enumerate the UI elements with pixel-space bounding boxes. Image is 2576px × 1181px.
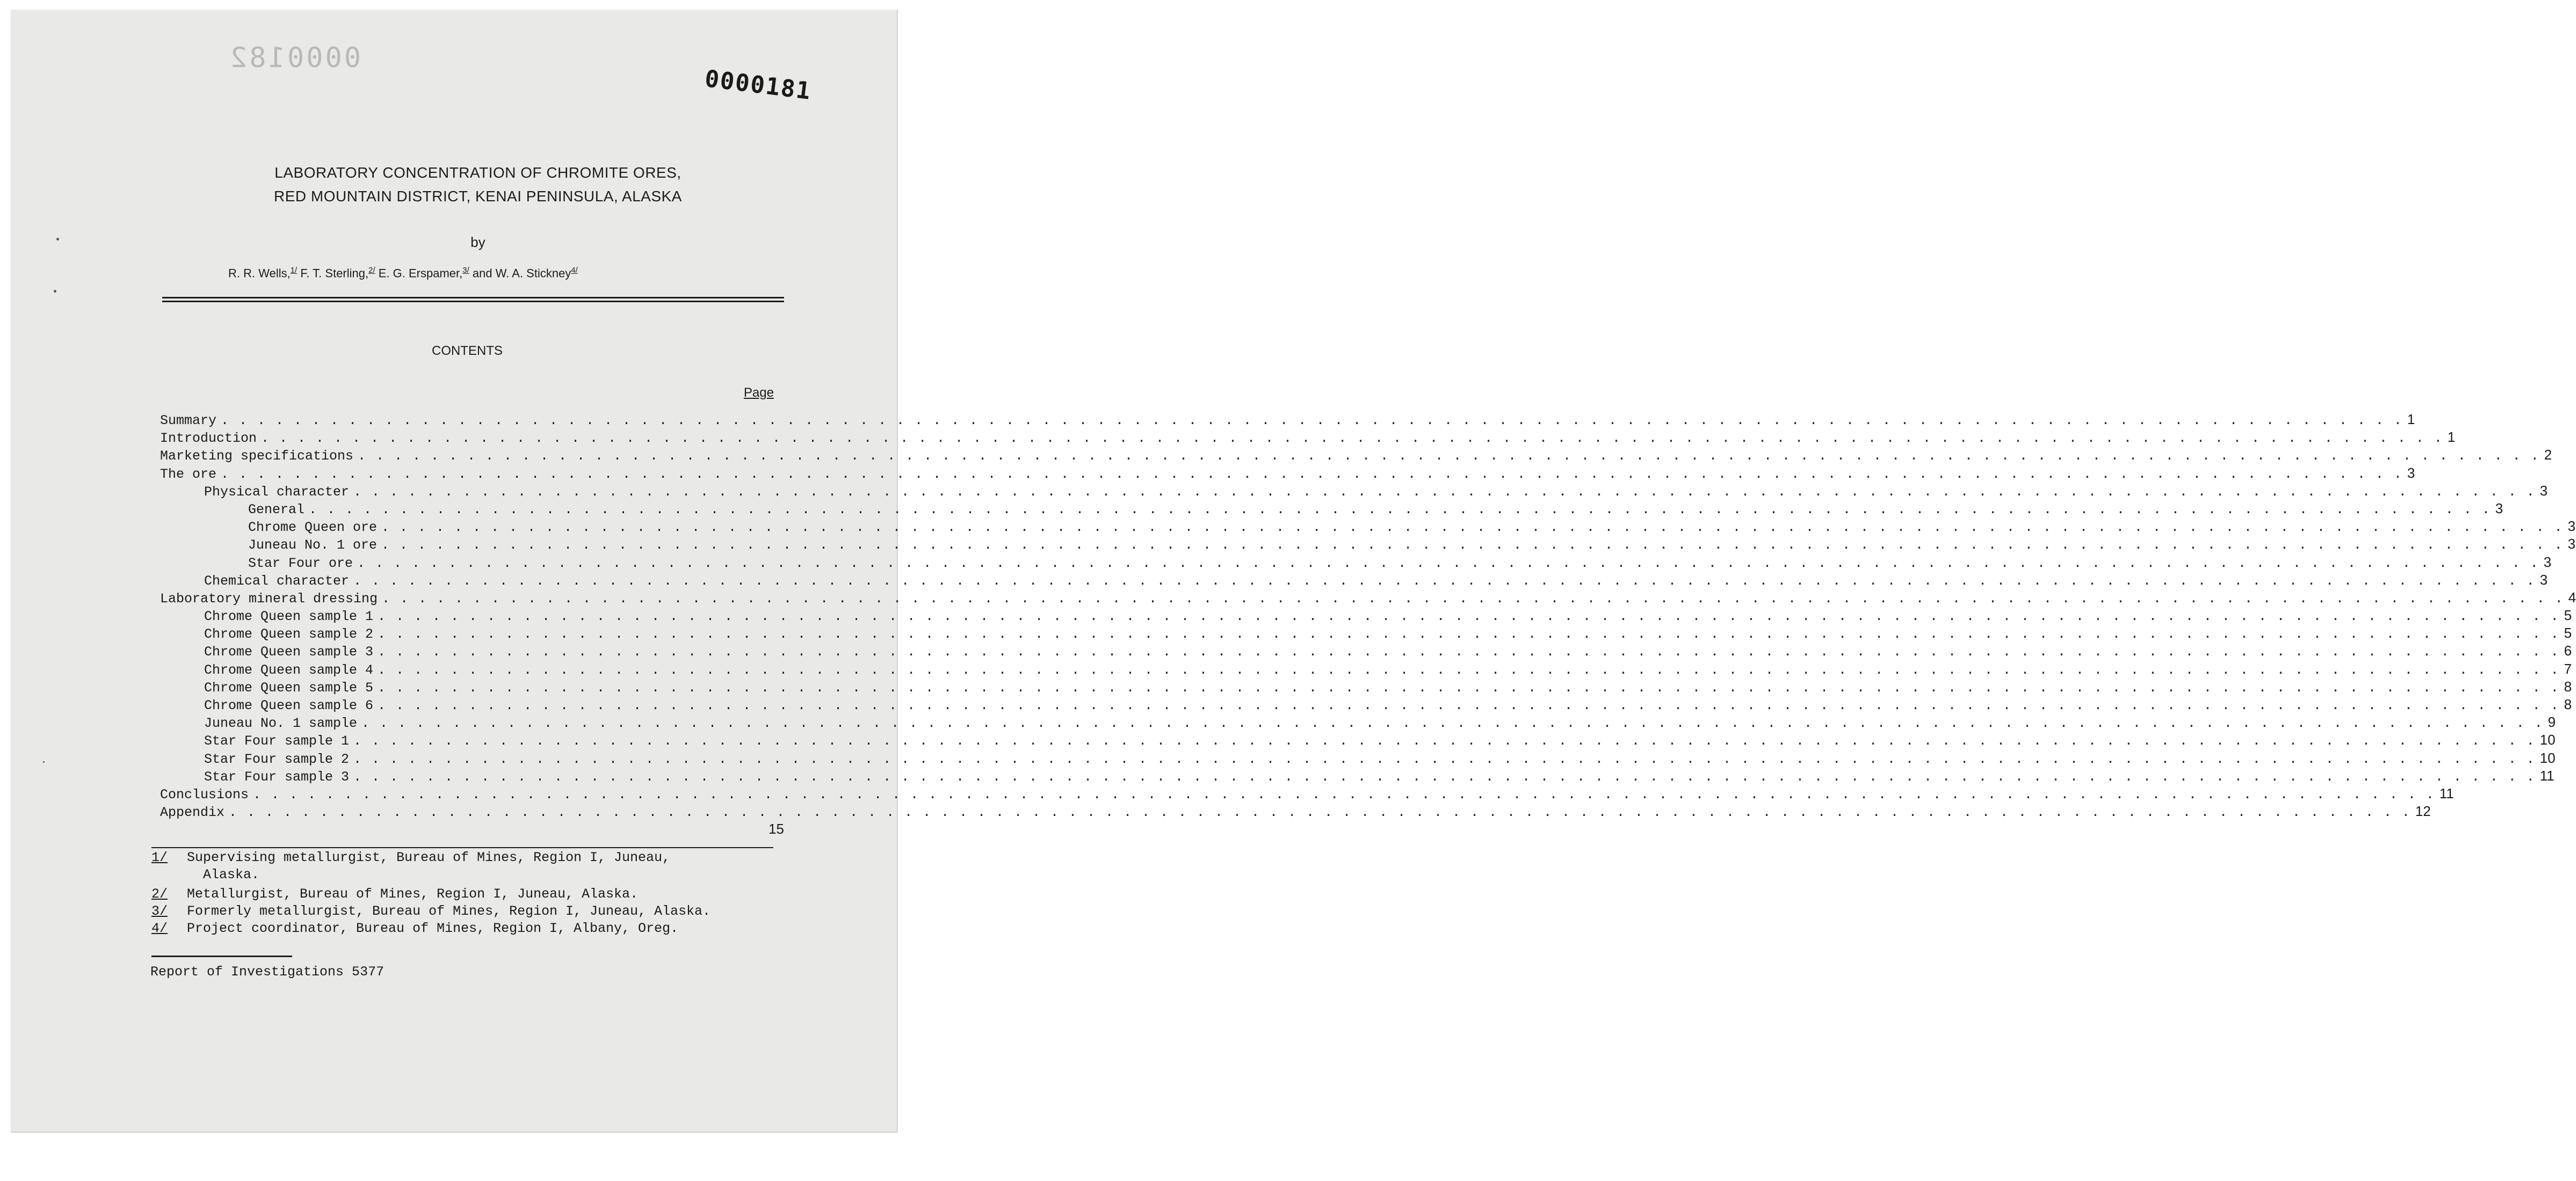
toc-entry-label: Chrome Queen ore: [248, 520, 378, 536]
author-2-note: 2/: [368, 266, 375, 275]
toc-entry-page: 9: [2548, 714, 2556, 731]
toc-leader-dots: . . . . . . . . . . . . . . . . . . . . . . . . . . . . . . . . . . . . . . . . . . . . . . . . . . . . . . . . . . . . . . . . . . . . . . . . . . . . . . . . . . . . . . . . . . . . . . . . . . . . . . . . . . . . . . . . . . . . . . . .: [353, 484, 2536, 500]
toc-leader-dots: . . . . . . . . . . . . . . . . . . . . . . . . . . . . . . . . . . . . . . . . . . . . . . . . . . . . . . . . . . . . . . . . . . . . . . . . . . . . . . . . . . . . . . . . . . . . . . . . . . . . . . . . . . . . . . . . . . . . . . . .: [309, 501, 2491, 517]
footnote-4-mark: 4/: [151, 921, 168, 936]
toc-leader-dots: . . . . . . . . . . . . . . . . . . . . . . . . . . . . . . . . . . . . . . . . . . . . . . . . . . . . . . . . . . . . . . . . . . . . . . . . . . . . . . . . . . . . . . . . . . . . . . . . . . . . . . . . . . . . . . . . . . . . . . . .: [378, 698, 2560, 713]
toc-entry-label: Summary: [160, 413, 217, 428]
document-page: [11, 10, 2576, 1133]
toc-entry: [160, 500, 2504, 518]
toc-entry-label: Introduction: [160, 431, 257, 447]
toc-entry-page: 3: [2539, 482, 2548, 499]
title-line-2: RED MOUNTAIN DISTRICT, KENAI PENINSULA, ALASKA: [274, 188, 682, 205]
toc-entry-page: 2: [2544, 447, 2552, 463]
table-of-contents: [160, 411, 2576, 839]
toc-entry-page: 1: [2447, 429, 2456, 446]
toc-entry-label: Chrome Queen sample 5: [204, 680, 374, 696]
toc-leader-dots: . . . . . . . . . . . . . . . . . . . . . . . . . . . . . . . . . . . . . . . . . . . . . . . . . . . . . . . . . . . . . . . . . . . . . . . . . . . . . . . . . . . . . . . . . . . . . . . . . . . . . . . . . . . . . . . . . . . . . . . .: [221, 413, 2403, 428]
toc-leader-dots: . . . . . . . . . . . . . . . . . . . . . . . . . . . . . . . . . . . . . . . . . . . . . . . . . . . . . . . . . . . . . . . . . . . . . . . . . . . . . . . . . . . . . . . . . . . . . . . . . . . . . . . . . . . . . . . . . . . . . . . .: [381, 520, 2564, 536]
toc-entry: [160, 464, 2415, 483]
toc-entry-label: Marketing specifications: [160, 448, 354, 464]
toc-entry: [160, 643, 2572, 660]
toc-entry-label: Chemical character: [204, 573, 350, 589]
footnote-1-text-cont: Alaska.: [203, 867, 260, 883]
toc-entry: [160, 518, 2576, 536]
toc-entry-label: Juneau No. 1 ore: [248, 537, 378, 553]
footnotes: [151, 843, 796, 937]
author-1: R. R. Wells,: [228, 266, 291, 280]
toc-entry-label: Appendix: [160, 805, 225, 821]
title-line-1: LABORATORY CONCENTRATION OF CHROMITE ORES,: [274, 164, 681, 181]
toc-entry-label: Chrome Queen sample 6: [204, 698, 374, 713]
footnote-2-mark: 2/: [151, 886, 168, 902]
toc-entry: [160, 625, 2572, 643]
footnote-1-mark: 1/: [151, 850, 168, 865]
toc-entry: [160, 696, 2572, 714]
author-3: E. G. Erspamer,: [378, 266, 463, 280]
toc-entry-page: 12: [2415, 803, 2431, 820]
toc-entry: [160, 447, 2552, 464]
toc-leader-dots: . . . . . . . . . . . . . . . . . . . . . . . . . . . . . . . . . . . . . . . . . . . . . . . . . . . . . . . . . . . . . . . . . . . . . . . . . . . . . . . . . . . . . . . . . . . . . . . . . . . . . . . . . . . . . . . . . . . . . . . .: [353, 751, 2536, 767]
toc-entry-page: 7: [2564, 660, 2572, 677]
toc-entry: [160, 749, 2556, 768]
toc-entry: [160, 429, 2456, 447]
toc-leader-dots: . . . . . . . . . . . . . . . . . . . . . . . . . . . . . . . . . . . . . . . . . . . . . . . . . . . . . . . . . . . . . . . . . . . . . . . . . . . . . . . . . . . . . . . . . . . . . . . . . . . . . . . . . . . . . . . . . . . . . . . .: [353, 733, 2536, 749]
footnote-4: [151, 920, 796, 937]
toc-entry: [160, 732, 2556, 749]
footnote-1: [151, 849, 796, 884]
report-divider: [151, 956, 292, 957]
toc-entry-page: 11: [2539, 767, 2555, 784]
toc-entry: [160, 536, 2576, 553]
scan-speck: [54, 290, 56, 293]
toc-entry-page: 15: [768, 821, 784, 837]
toc-leader-dots: . . . . . . . . . . . . . . . . . . . . . . . . . . . . . . . . . . . . . . . . . . . . . . . . . . . . . . . . . . . . . . . . . . . . . . . . . . . . . . . . . . . . . . . . . . . . . . . . . . . . . . . . . . . . . . . . . . . . . . . .: [378, 609, 2560, 625]
toc-entry: [160, 785, 2454, 803]
toc-entry-label: Chrome Queen sample 2: [204, 626, 374, 643]
author-3-note: 3/: [462, 266, 469, 275]
by-line: by: [470, 234, 485, 250]
footnote-2: [151, 886, 796, 903]
toc-entry-page: 1: [2407, 411, 2415, 427]
toc-entry-page: 5: [2564, 607, 2572, 624]
toc-entry-label: Chrome Queen sample 1: [204, 609, 374, 625]
toc-leader-dots: . . . . . . . . . . . . . . . . . . . . . . . . . . . . . . . . . . . . . . . . . . . . . . . . . . . . . . . . . . . . . . . . . . . . . . . . . . . . . . . . . . . . . . . . . . . . . . . . . . . . . . . . . . . . . . . . . . . . . . . .: [261, 431, 2443, 447]
toc-entry-page: 3: [2407, 464, 2415, 481]
toc-entry: [160, 553, 2552, 572]
author-2: F. T. Sterling,: [300, 266, 369, 280]
toc-leader-dots: . . . . . . . . . . . . . . . . . . . . . . . . . . . . . . . . . . . . . . . . . . . . . . . . . . . . . . . . . . . . . . . . . . . . . . . . . . . . . . . . . . . . . . . . . . . . . . . . . . . . . . . . . . . . . . . . . . . . . . . .: [229, 805, 2411, 821]
toc-leader-dots: . . . . . . . . . . . . . . . . . . . . . . . . . . . . . . . . . . . . . . . . . . . . . . . . . . . . . . . . . . . . . . . . . . . . . . . . . . . . . . . . . . . . . . . . . . . . . . . . . . . . . . . . . . . . . . . . . . . . . . . .: [357, 555, 2539, 571]
page-column-header: Page: [744, 385, 774, 400]
bleed-through-number: 0000182: [228, 42, 361, 74]
toc-entry-label: Chrome Queen sample 4: [204, 662, 374, 678]
toc-entry-page: 5: [2564, 625, 2572, 641]
toc-leader-dots: . . . . . . . . . . . . . . . . . . . . . . . . . . . . . . . . . . . . . . . . . . . . . . . . . . . . . . . . . . . . . . . . . . . . . . . . . . . . . . . . . . . . . . . . . . . . . . . . . . . . . . . . . . . . . . . . . . . . . . . .: [381, 537, 2564, 553]
toc-entry: [160, 803, 2431, 821]
toc-entry-page: 3: [2567, 536, 2576, 552]
toc-leader-dots: . . . . . . . . . . . . . . . . . . . . . . . . . . . . . . . . . . . . . . . . . . . . . . . . . . . . . . . . . . . . . . . . . . . . . . . . . . . . . . . . . . . . . . . . . . . . . . . . . . . . . . . . . . . . . . . . . . . . . . . .: [378, 644, 2560, 660]
toc-entry-label: General: [248, 501, 305, 517]
toc-entry: [160, 821, 784, 839]
toc-entry-page: 10: [2539, 732, 2556, 748]
report-series-line: Report of Investigations 5377: [150, 964, 384, 980]
author-4-note: 4/: [571, 266, 578, 275]
toc-entry-page: 10: [2539, 749, 2556, 766]
footnote-1-text: Supervising metallurgist, Bureau of Mines, Region I, Juneau,: [187, 850, 671, 865]
toc-entry-page: 3: [2567, 518, 2576, 535]
toc-entry-label: Juneau No. 1 sample: [204, 716, 358, 732]
footnote-4-text: Project coordinator, Bureau of Mines, Region I, Albany, Oreg.: [187, 921, 679, 936]
toc-entry-label: Star Four sample 1: [204, 733, 350, 749]
toc-entry-label: Star Four ore: [248, 555, 353, 571]
toc-leader-dots: . . . . . . . . . . . . . . . . . . . . . . . . . . . . . . . . . . . . . . . . . . . . . . . . . . . . . . . . . . . . . . . . . . . . . . . . . . . . . . . . . . . . . . . . . . . . . . . . . . . . . . . . . . . . . . . . . . . . . . . .: [378, 662, 2560, 678]
toc-entry: [160, 660, 2572, 679]
toc-leader-dots: . . . . . . . . . . . . . . . . . . . . . . . . . . . . . . . . . . . . . . . . . . . . . . . . . . . . . . . . . . . . . . . . . . . . . . . . . . . . . . . . . . . . . . . . . . . . . . . . . . . . . . . . . . . . . . . . . . . . . . . .: [361, 716, 2544, 732]
toc-entry-label: Conclusions: [160, 786, 249, 803]
toc-leader-dots: . . . . . . . . . . . . . . . . . . . . . . . . . . . . . . . . . . . . . . . . . . . . . . . . . . . . . . . . . . . . . . . . . . . . . . . . . . . . . . . . . . . . . . . . . . . . . . . . . . . . . . . . . . . . . . . . . . . . . . . .: [253, 786, 2435, 803]
toc-entry: [160, 589, 2576, 607]
toc-leader-dots: . . . . . . . . . . . . . . . . . . . . . . . . . . . . . . . . . . . . . . . . . . . . . . . . . . . . . . . . . . . . . . . . . . . . . . . . . . . . . . . . . . . . . . . . . . . . . . . . . . . . . . . . . . . . . . . . . . . . . . . .: [382, 590, 2564, 607]
footnote-3: [151, 903, 796, 920]
toc-entry-label: The ore: [160, 466, 217, 482]
toc-entry-label: Chrome Queen sample 3: [204, 644, 374, 660]
title-divider: [162, 297, 784, 302]
toc-leader-dots: . . . . . . . . . . . . . . . . . . . . . . . . . . . . . . . . . . . . . . . . . . . . . . . . . . . . . . . . . . . . . . . . . . . . . . . . . . . . . . . . . . . . . . . . . . . . . . . . . . . . . . . . . . . . . . . . . . . . . . . .: [378, 680, 2560, 696]
contents-heading: CONTENTS: [432, 344, 503, 358]
toc-entry-page: 8: [2564, 696, 2572, 712]
toc-entry-page: 3: [2543, 553, 2552, 570]
toc-entry: [160, 714, 2556, 732]
toc-entry: [160, 767, 2555, 785]
toc-entry: [160, 678, 2572, 696]
toc-entry-label: Physical character: [204, 484, 350, 500]
footnote-3-mark: 3/: [151, 903, 168, 919]
toc-leader-dots: . . . . . . . . . . . . . . . . . . . . . . . . . . . . . . . . . . . . . . . . . . . . . . . . . . . . . . . . . . . . . . . . . . . . . . . . . . . . . . . . . . . . . . . . . . . . . . . . . . . . . . . . . . . . . . . . . . . . . . . .: [358, 448, 2540, 464]
toc-entry-page: 4: [2568, 589, 2576, 606]
scan-speck: [43, 761, 45, 763]
author-1-note: 1/: [290, 266, 297, 275]
toc-leader-dots: . . . . . . . . . . . . . . . . . . . . . . . . . . . . . . . . . . . . . . . . . . . . . . . . . . . . . . . . . . . . . . . . . . . . . . . . . . . . . . . . . . . . . . . . . . . . . . . . . . . . . . . . . . . . . . . . . . . . . . . .: [353, 769, 2536, 785]
footnote-2-text: Metallurgist, Bureau of Mines, Region I, Juneau, Alaska.: [187, 886, 638, 902]
footnote-3-text: Formerly metallurgist, Bureau of Mines, Region I, Juneau, Alaska.: [187, 903, 711, 919]
toc-entry-page: 8: [2564, 678, 2572, 695]
toc-entry: [160, 571, 2548, 589]
toc-entry: [160, 482, 2548, 500]
author-4: and W. A. Stickney: [472, 266, 571, 280]
toc-leader-dots: . . . . . . . . . . . . . . . . . . . . . . . . . . . . . . . . . . . . . . . . . . . . . . . . . . . . . . . . . . . . . . . . . . . . . . . . . . . . . . . . . . . . . . . . . . . . . . . . . . . . . . . . . . . . . . . . . . . . . . . .: [221, 466, 2403, 482]
toc-entry: [160, 607, 2572, 625]
report-title: [140, 161, 816, 208]
toc-entry-label: Star Four sample 3: [204, 769, 350, 785]
document-number-stamp: 0000181: [703, 65, 813, 105]
toc-entry-page: 6: [2564, 643, 2572, 659]
toc-entry-page: 3: [2539, 571, 2548, 588]
scan-speck: [56, 238, 59, 240]
toc-entry-label: Star Four sample 2: [204, 751, 350, 767]
toc-leader-dots: . . . . . . . . . . . . . . . . . . . . . . . . . . . . . . . . . . . . . . . . . . . . . . . . . . . . . . . . . . . . . . . . . . . . . . . . . . . . . . . . . . . . . . . . . . . . . . . . . . . . . . . . . . . . . . . . . . . . . . . .: [353, 573, 2536, 589]
toc-entry-label: Laboratory mineral dressing: [160, 590, 378, 607]
author-list: [228, 266, 578, 280]
toc-entry-page: 11: [2439, 785, 2454, 801]
toc-entry-page: 3: [2495, 500, 2504, 516]
toc-entry: [160, 411, 2415, 429]
toc-leader-dots: . . . . . . . . . . . . . . . . . . . . . . . . . . . . . . . . . . . . . . . . . . . . . . . . . . . . . . . . . . . . . . . . . . . . . . . . . . . . . . . . . . . . . . . . . . . . . . . . . . . . . . . . . . . . . . . . . . . . . . . .: [378, 626, 2560, 643]
